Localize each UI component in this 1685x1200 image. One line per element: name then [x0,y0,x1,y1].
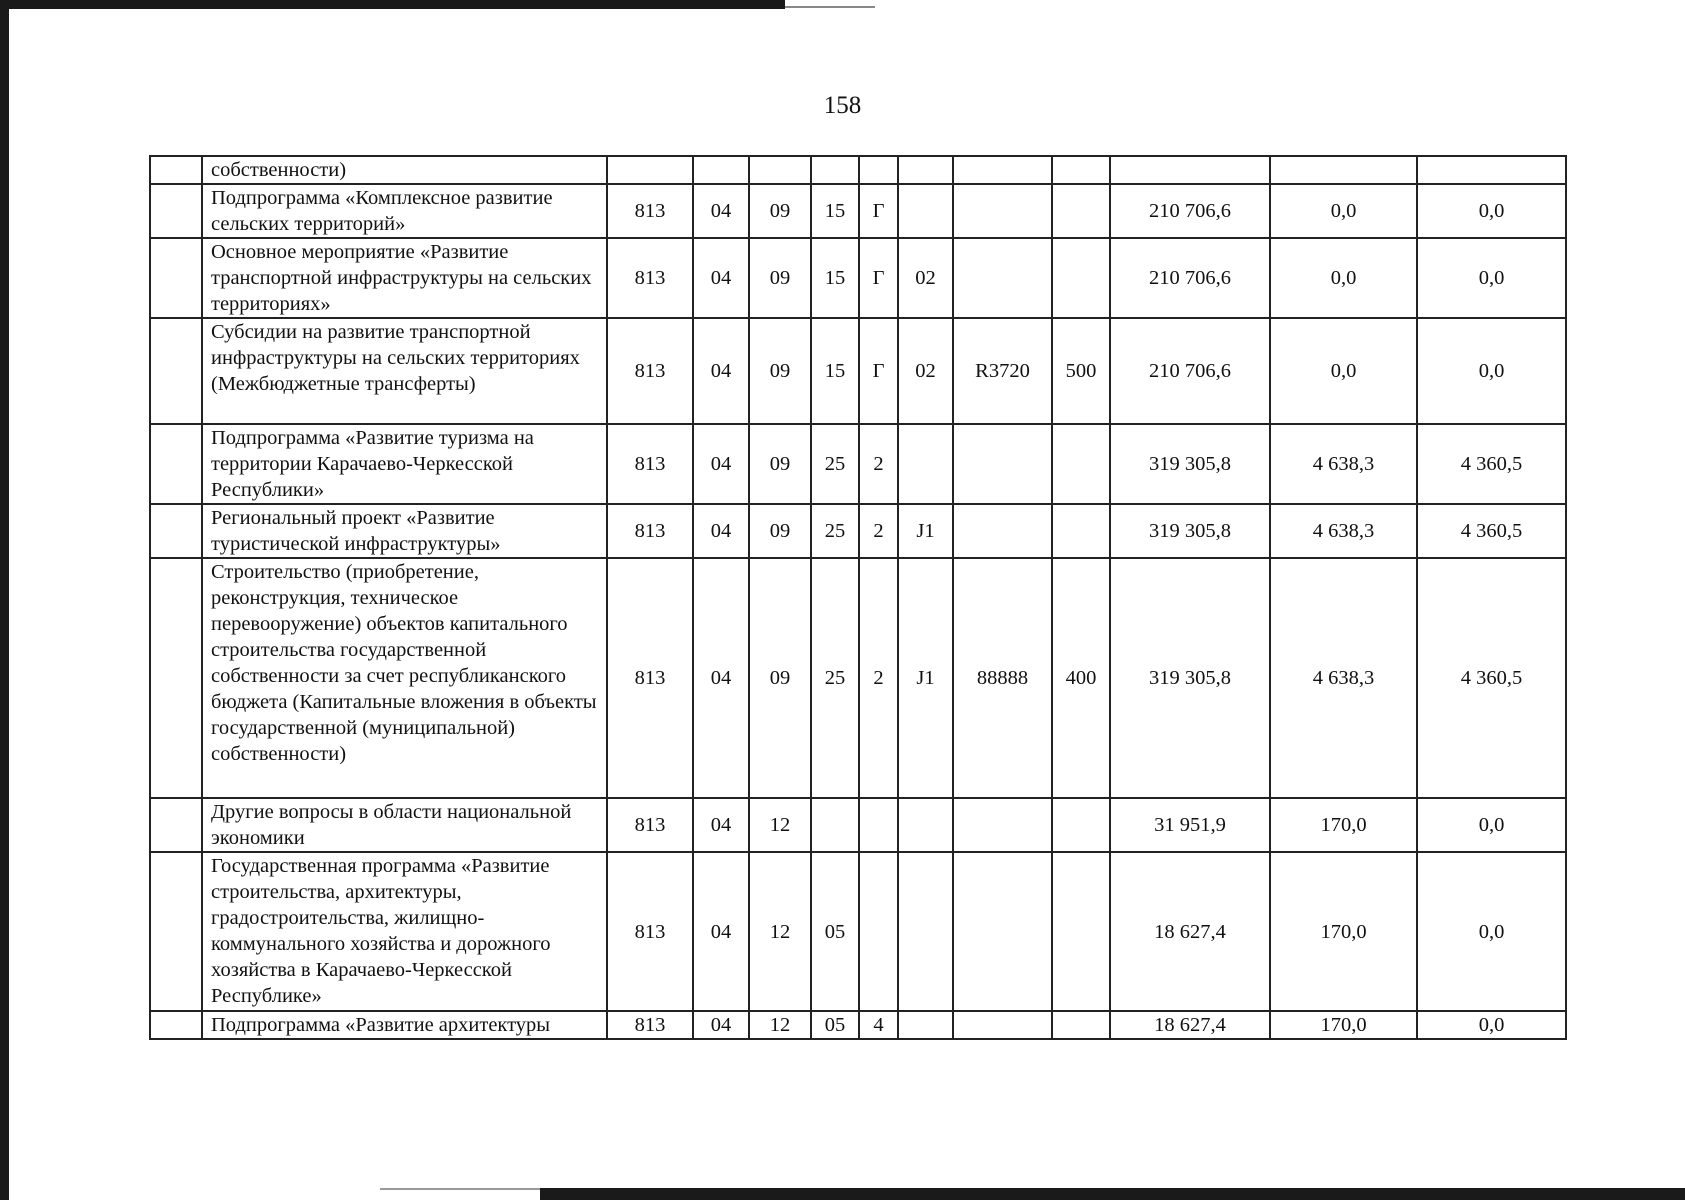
subprogram-code: Г [859,318,898,424]
sum-year-1: 319 305,8 [1110,558,1270,798]
sum-year-1 [1110,156,1270,184]
sum-year-1: 18 627,4 [1110,852,1270,1011]
table-row [150,184,1566,238]
direction-code: 88888 [953,558,1052,798]
sum-year-2: 4 638,3 [1270,558,1417,798]
subsection-code: 12 [749,852,811,1011]
expense-type-code: 500 [1052,318,1110,424]
event-code: 02 [898,238,953,318]
subsection-code: 12 [749,1011,811,1039]
subprogram-code [859,798,898,852]
page-number: 158 [823,92,862,119]
section-code: 04 [693,318,749,424]
section-code: 04 [693,424,749,504]
subsection-code: 09 [749,184,811,238]
ministry-code: 813 [607,238,693,318]
row-number-cell [150,424,202,504]
direction-code [953,798,1052,852]
sum-year-2: 0,0 [1270,184,1417,238]
section-code: 04 [693,852,749,1011]
event-code: 02 [898,318,953,424]
subprogram-code: 2 [859,424,898,504]
sum-year-1: 31 951,9 [1110,798,1270,852]
table-row [150,424,1566,504]
sum-year-2: 170,0 [1270,798,1417,852]
program-code: 05 [811,1011,859,1039]
row-number-cell [150,1011,202,1039]
sum-year-1: 210 706,6 [1110,318,1270,424]
subsection-code: 12 [749,798,811,852]
direction-code [953,1011,1052,1039]
sum-year-2: 170,0 [1270,1011,1417,1039]
sum-year-3: 4 360,5 [1417,558,1566,798]
subsection-code: 09 [749,424,811,504]
program-code: 25 [811,424,859,504]
program-code: 05 [811,852,859,1011]
sum-year-3: 4 360,5 [1417,504,1566,558]
sum-year-2: 4 638,3 [1270,424,1417,504]
subprogram-code [859,852,898,1011]
program-code [811,156,859,184]
table-row [150,156,1566,184]
row-name: Основное мероприятие «Развитие транспортной инфраструктуры на сельских территориях» [202,238,607,318]
section-code: 04 [693,1011,749,1039]
section-code: 04 [693,238,749,318]
ministry-code: 813 [607,318,693,424]
sum-year-2: 170,0 [1270,852,1417,1011]
direction-code [953,238,1052,318]
row-number-cell [150,504,202,558]
program-code: 15 [811,318,859,424]
section-code: 04 [693,184,749,238]
sum-year-2: 0,0 [1270,238,1417,318]
direction-code [953,424,1052,504]
direction-code [953,504,1052,558]
expense-type-code [1052,156,1110,184]
sum-year-3: 0,0 [1417,238,1566,318]
program-code: 25 [811,558,859,798]
table-row [150,238,1566,318]
ministry-code: 813 [607,558,693,798]
sum-year-3: 0,0 [1417,852,1566,1011]
sum-year-1: 18 627,4 [1110,1011,1270,1039]
event-code [898,798,953,852]
program-code: 15 [811,184,859,238]
ministry-code: 813 [607,184,693,238]
budget-table [149,155,1567,1040]
sum-year-1: 319 305,8 [1110,504,1270,558]
row-name: Подпрограмма «Развитие туризма на территории Карачаево-Черкесской Республики» [202,424,607,504]
table-row [150,852,1566,1011]
row-number-cell [150,798,202,852]
ministry-code: 813 [607,424,693,504]
sum-year-3 [1417,156,1566,184]
sum-year-3: 0,0 [1417,184,1566,238]
event-code [898,1011,953,1039]
subprogram-code: Г [859,238,898,318]
direction-code [953,852,1052,1011]
row-name: собственности) [202,156,607,184]
ministry-code: 813 [607,852,693,1011]
sum-year-3: 0,0 [1417,318,1566,424]
row-name: Подпрограмма «Развитие архитектуры [202,1011,607,1039]
event-code: J1 [898,504,953,558]
subprogram-code: 2 [859,504,898,558]
ministry-code: 813 [607,504,693,558]
event-code [898,184,953,238]
expense-type-code [1052,798,1110,852]
program-code: 25 [811,504,859,558]
section-code: 04 [693,798,749,852]
program-code [811,798,859,852]
row-number-cell [150,558,202,798]
row-name: Субсидии на развитие транспортной инфраструктуры на сельских территориях (Межбюджетные трансферты) [202,318,607,424]
sum-year-1: 210 706,6 [1110,238,1270,318]
event-code [898,156,953,184]
ministry-code: 813 [607,798,693,852]
sum-year-2: 4 638,3 [1270,504,1417,558]
expense-type-code [1052,424,1110,504]
ministry-code: 813 [607,1011,693,1039]
row-name: Подпрограмма «Комплексное развитие сельских территорий» [202,184,607,238]
event-code: J1 [898,558,953,798]
sum-year-2: 0,0 [1270,318,1417,424]
section-code: 04 [693,504,749,558]
scan-edge-top [0,0,785,9]
table-row [150,558,1566,798]
subprogram-code [859,156,898,184]
expense-type-code [1052,504,1110,558]
scan-edge-top-thin [785,6,875,8]
expense-type-code [1052,238,1110,318]
row-name: Строительство (приобретение, реконструкция, техническое перевооружение) объектов капитального строительства государственной собственности за счет республиканского бюджета (Капитальные вложения в объекты государственной (муниципальной) собственности) [202,558,607,798]
row-number-cell [150,852,202,1011]
subprogram-code: Г [859,184,898,238]
expense-type-code [1052,852,1110,1011]
subprogram-code: 4 [859,1011,898,1039]
table-row [150,798,1566,852]
direction-code [953,184,1052,238]
subsection-code [749,156,811,184]
section-code [693,156,749,184]
row-number-cell [150,156,202,184]
sum-year-1: 319 305,8 [1110,424,1270,504]
subsection-code: 09 [749,558,811,798]
table-row [150,504,1566,558]
program-code: 15 [811,238,859,318]
direction-code: R3720 [953,318,1052,424]
direction-code [953,156,1052,184]
sum-year-1: 210 706,6 [1110,184,1270,238]
scan-edge-bottom-thin [380,1188,540,1190]
row-name: Региональный проект «Развитие туристической инфраструктуры» [202,504,607,558]
subsection-code: 09 [749,238,811,318]
sum-year-3: 0,0 [1417,1011,1566,1039]
sum-year-3: 0,0 [1417,798,1566,852]
section-code: 04 [693,558,749,798]
sum-year-3: 4 360,5 [1417,424,1566,504]
table-row [150,1011,1566,1039]
scan-edge-bottom [540,1188,1685,1200]
row-number-cell [150,238,202,318]
row-number-cell [150,318,202,424]
event-code [898,852,953,1011]
subprogram-code: 2 [859,558,898,798]
row-number-cell [150,184,202,238]
scan-edge-left [0,0,9,1200]
row-name: Другие вопросы в области национальной экономики [202,798,607,852]
expense-type-code [1052,184,1110,238]
row-name: Государственная программа «Развитие строительства, архитектуры, градостроительства, жилищно-коммунального хозяйства и дорожного хозяйства в Карачаево-Черкесской Республике» [202,852,607,1011]
subsection-code: 09 [749,504,811,558]
ministry-code [607,156,693,184]
table-row [150,318,1566,424]
expense-type-code [1052,1011,1110,1039]
sum-year-2 [1270,156,1417,184]
event-code [898,424,953,504]
subsection-code: 09 [749,318,811,424]
expense-type-code: 400 [1052,558,1110,798]
